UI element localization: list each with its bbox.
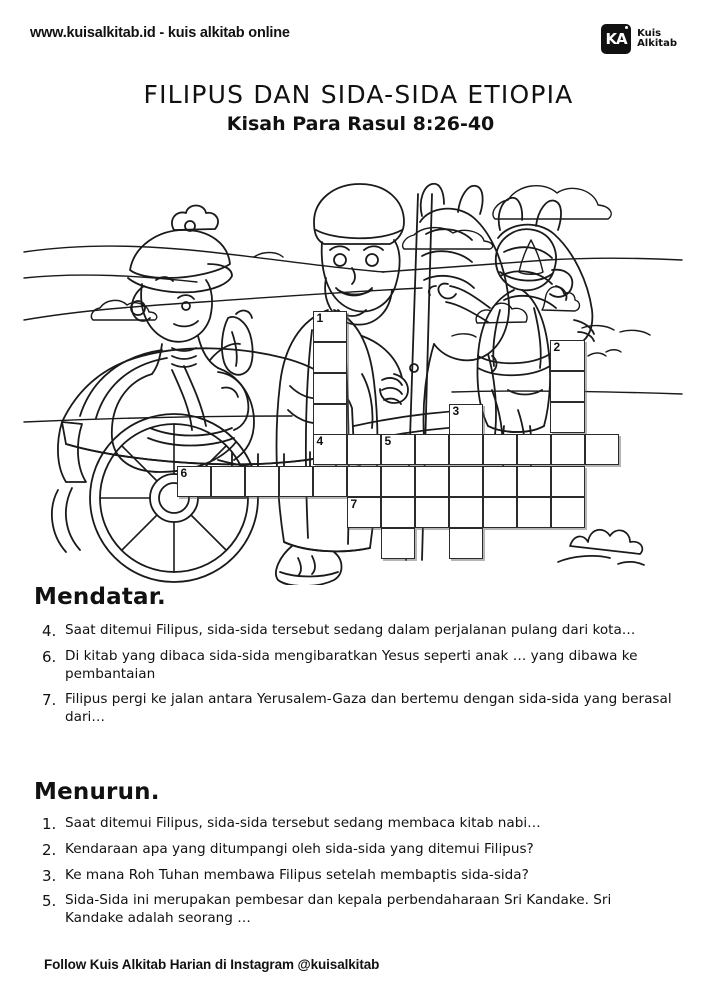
down-clue-text: Ke mana Roh Tuhan membawa Filipus setelah membaptis sida-sida? [65, 866, 529, 883]
down-clue-list [42, 815, 672, 935]
across-clue-number: 7. [42, 690, 57, 709]
crossword-cell-number: 3 [452, 404, 460, 418]
crossword-cell[interactable] [415, 497, 449, 528]
crossword-cell[interactable] [551, 466, 585, 497]
logo-wordmark [637, 29, 677, 50]
crossword-cell[interactable] [313, 373, 347, 404]
down-clue-number: 1. [42, 815, 57, 833]
site-url-line: www.kuisalkitab.id - kuis alkitab online [30, 25, 290, 41]
crossword-cell[interactable] [279, 466, 313, 497]
crossword-cell[interactable] [347, 434, 381, 465]
brand-logo [601, 24, 677, 54]
across-clue-text: Di kitab yang dibaca sida-sida mengibaratkan Yesus seperti anak … yang dibawa ke pembantaian [65, 647, 638, 682]
across-heading: Mendatar. [34, 584, 166, 610]
crossword-cell-start-3[interactable] [449, 404, 483, 435]
down-clue-number: 3. [42, 866, 57, 885]
crossword-cell[interactable] [381, 466, 415, 497]
page-subtitle: Kisah Para Rasul 8:26-40 [226, 113, 495, 135]
across-clue-number: 4. [42, 622, 57, 640]
crossword-cell[interactable] [483, 497, 517, 528]
crossword-cell[interactable] [313, 466, 347, 497]
crossword-cell-number: 1 [316, 311, 324, 325]
crossword-cell[interactable] [415, 434, 449, 465]
down-clue-number: 5. [42, 892, 57, 911]
down-clue-text: Kendaraan apa yang ditumpangi oleh sida-sida yang ditemui Filipus? [65, 840, 534, 857]
crossword-cell-number: 6 [180, 466, 188, 480]
crossword-cell[interactable] [551, 497, 585, 528]
crossword-cell-start-4[interactable] [313, 434, 347, 465]
crossword-cell[interactable] [245, 466, 279, 497]
across-clue-item [42, 691, 672, 727]
crossword-cell[interactable] [483, 434, 517, 465]
crossword-cell[interactable] [517, 466, 551, 497]
crossword-cell[interactable] [517, 497, 551, 528]
footer-instagram-line: Follow Kuis Alkitab Harian di Instagram @kuisalkitab [44, 957, 380, 972]
across-clue-item [42, 648, 672, 684]
logo-line-1: Kuis [637, 27, 662, 39]
crossword-cell[interactable] [449, 528, 483, 559]
crossword-cell-start-2[interactable] [550, 340, 585, 371]
crossword-cell[interactable] [313, 342, 347, 373]
crossword-cell[interactable] [449, 497, 483, 528]
down-clue-item [42, 841, 672, 860]
down-clue-number: 2. [42, 840, 57, 859]
crossword-cell-number: 2 [553, 340, 561, 354]
crossword-cell[interactable] [415, 466, 449, 497]
across-clue-list [42, 622, 672, 734]
across-clue-item [42, 622, 672, 641]
across-clue-number: 6. [42, 647, 57, 666]
down-clue-text: Sida-Sida ini merupakan pembesar dan kepala perbendaharaan Sri Kandake. Sri Kandake adalah seorang … [65, 892, 612, 927]
down-heading: Menurun. [34, 779, 160, 805]
down-clue-text: Saat ditemui Filipus, sida-sida tersebut sedang membaca kitab nabi… [65, 815, 541, 831]
crossword-cell-number: 4 [316, 434, 324, 448]
crossword-cell-number: 5 [384, 434, 392, 448]
crossword-cell[interactable] [551, 434, 585, 465]
crossword-cell[interactable] [381, 497, 415, 528]
crossword-cell[interactable] [347, 466, 381, 497]
down-clue-item [42, 815, 672, 834]
crossword-cell[interactable] [449, 434, 483, 465]
crossword-cell[interactable] [483, 466, 517, 497]
across-clue-text: Filipus pergi ke jalan antara Yerusalem-Gaza dan bertemu dengan sida-sida yang berasal dari… [65, 690, 672, 725]
crossword-cell[interactable] [517, 434, 551, 465]
crossword-cell[interactable] [550, 371, 585, 402]
crossword-cell[interactable] [449, 466, 483, 497]
across-clue-text: Saat ditemui Filipus, sida-sida tersebut sedang dalam perjalanan pulang dari kota… [65, 622, 636, 638]
crossword-cell[interactable] [313, 404, 347, 435]
ethiopian-eunuch-figure [112, 206, 254, 473]
crossword-cell-start-7[interactable] [347, 497, 381, 528]
crossword-cell-start-1[interactable] [313, 311, 347, 342]
crossword-cell[interactable] [381, 528, 415, 559]
crossword-cell[interactable] [585, 434, 619, 465]
crossword-cell-start-5[interactable] [381, 434, 415, 465]
down-clue-item [42, 867, 672, 886]
crossword-cell[interactable] [550, 402, 585, 433]
page-title: FILIPUS DAN SIDA-SIDA ETIOPIA [143, 80, 574, 109]
down-clue-item [42, 892, 672, 928]
logo-line-2: Alkitab [637, 38, 677, 49]
crossword-cell-start-6[interactable] [177, 466, 211, 497]
logo-mark-icon: KA [601, 24, 631, 54]
crossword-cell-number: 7 [350, 497, 358, 511]
crossword-cell[interactable] [211, 466, 245, 497]
